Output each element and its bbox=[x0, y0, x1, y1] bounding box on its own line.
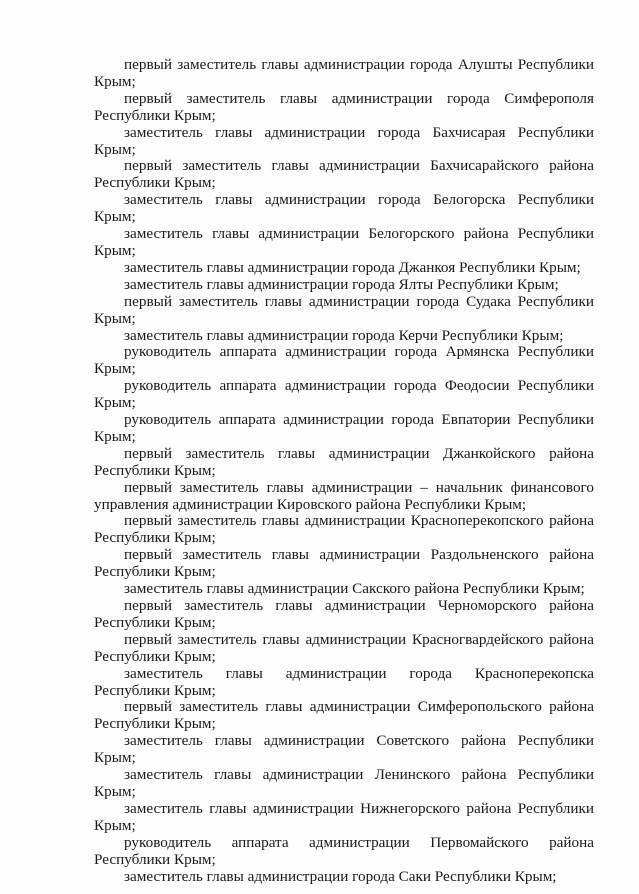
document-body bbox=[94, 57, 594, 885]
list-item: заместитель главы администрации города Бахчисарая Республики Крым; bbox=[94, 123, 594, 158]
list-item: первый заместитель главы администрации города Симферополя Республики Крым; bbox=[94, 89, 594, 124]
list-item: заместитель главы администрации города Ялты Республики Крым; bbox=[124, 275, 559, 293]
list-item: первый заместитель главы администрации Черноморского района Республики Крым; bbox=[94, 597, 594, 631]
list-item: первый заместитель главы администрации Бахчисарайского района Республики Крым; bbox=[94, 157, 594, 192]
list-item: заместитель главы администрации города Красноперекопска Республики Крым; bbox=[94, 664, 594, 699]
list-item: руководитель аппарата администрации города Армянска Республики Крым; bbox=[94, 343, 594, 378]
list-item: заместитель главы администрации города Джанкоя Республики Крым; bbox=[124, 258, 581, 276]
list-item: заместитель главы администрации города Белогорска Республики Крым; bbox=[94, 191, 594, 226]
list-item: заместитель главы администрации Сакского района Республики Крым; bbox=[124, 580, 585, 598]
list-item: заместитель главы администрации Нижнегорского района Республики Крым; bbox=[94, 799, 594, 834]
list-item: первый заместитель главы администрации Симферопольского района Республики Крым; bbox=[94, 698, 594, 733]
list-item: руководитель аппарата администрации Первомайского района Республики Крым; bbox=[94, 833, 594, 868]
list-item: первый заместитель главы администрации города Судака Республики Крым; bbox=[94, 292, 594, 327]
list-item: заместитель главы администрации Белогорского района Республики Крым; bbox=[94, 225, 594, 259]
list-item: заместитель главы администрации Ленинского района Республики Крым; bbox=[94, 766, 594, 800]
list-item: руководитель аппарата администрации города Феодосии Республики Крым; bbox=[94, 377, 594, 412]
list-item: первый заместитель главы администрации Джанкойского района Республики Крым; bbox=[94, 444, 594, 479]
list-item: первый заместитель главы администрации Красногвардейского района Республики Крым; bbox=[94, 630, 594, 665]
list-item: первый заместитель главы администрации Раздольненского района Республики Крым; bbox=[94, 546, 594, 581]
list-item: первый заместитель главы администрации города Алушты Республики Крым; bbox=[94, 56, 594, 90]
list-item: первый заместитель главы администрации Красноперекопского района Республики Крым; bbox=[94, 512, 594, 547]
list-item: руководитель аппарата администрации города Евпатории Республики Крым; bbox=[94, 411, 594, 445]
list-item: заместитель главы администрации города Саки Республики Крым; bbox=[124, 867, 557, 885]
list-item: заместитель главы администрации Советского района Республики Крым; bbox=[94, 732, 594, 767]
list-item: заместитель главы администрации города Керчи Республики Крым; bbox=[124, 326, 564, 344]
list-item: первый заместитель главы администрации – начальник финансового управления администрации Кировского района Республики Крым; bbox=[94, 478, 594, 513]
